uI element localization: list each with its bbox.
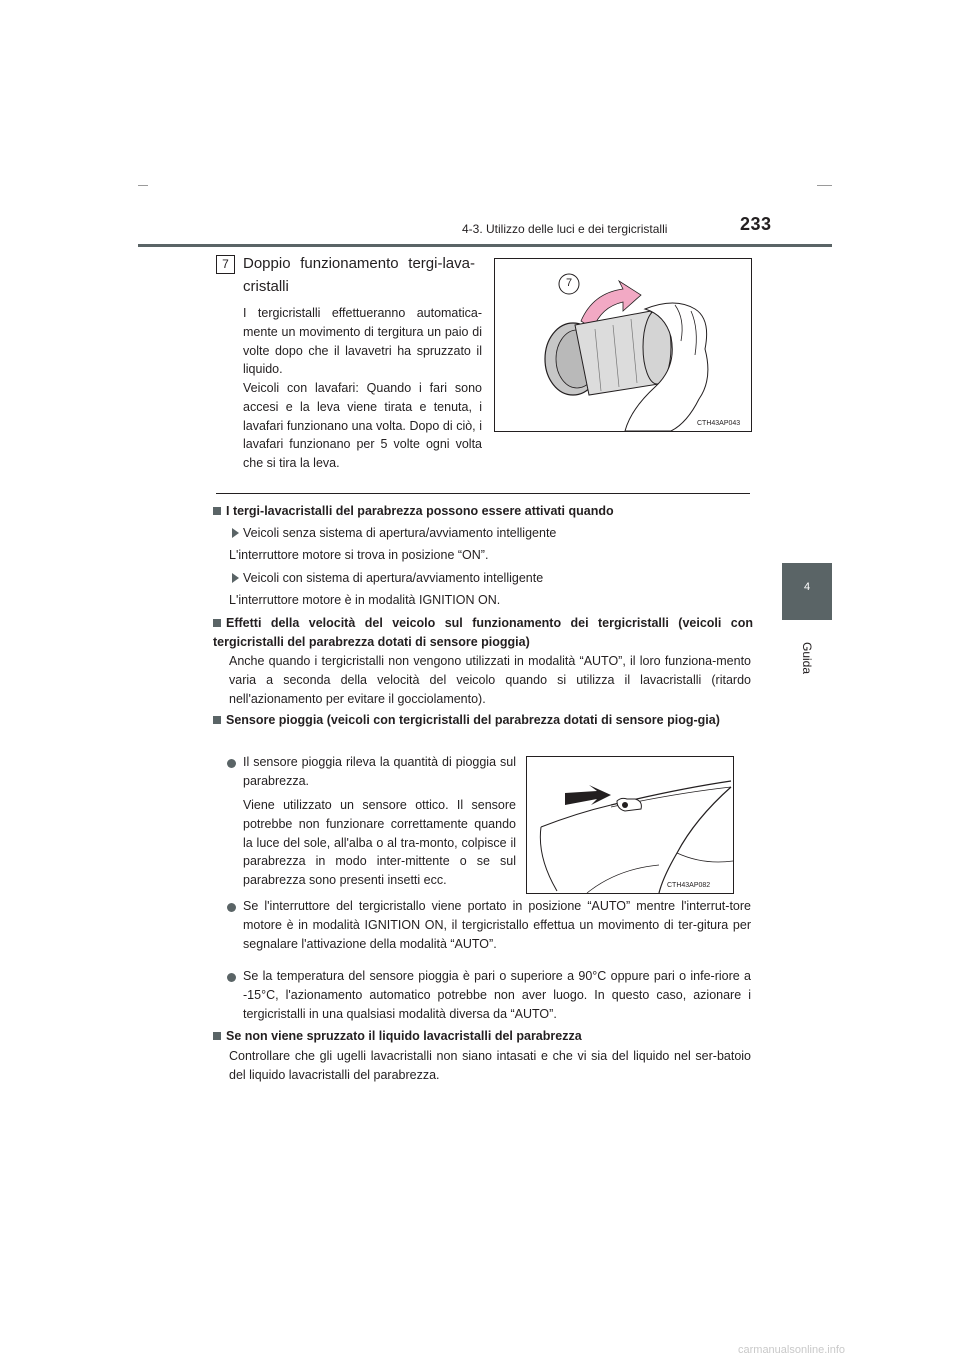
circle-bullet-icon — [227, 759, 236, 768]
figure-step-badge: 7 — [565, 277, 573, 289]
square-bullet-icon — [213, 716, 221, 724]
triangle-bullet-icon — [229, 527, 241, 539]
rain-sensor-bullet-3: Se la temperatura del sensore pioggia è pari o superiore a 90°C oppure pari o infe-riore a -15°C, l'azionamento automatico potrebbe non aver luogo. In questo caso, azionare i tergicristalli in una qualsiasi modalità diversa da “AUTO”. — [243, 969, 751, 1021]
page-number: 233 — [740, 214, 772, 234]
speed-text: Anche quando i tergicristalli non vengono utilizzati in modalità “AUTO”, il loro funziona-mento varia a seconda della velocità del veicolo quando si utilizza il lavacristalli (ritardo nell'azionamento per evitare il gocciolamento). — [229, 654, 751, 706]
rain-sensor-figure — [526, 756, 734, 894]
wiper-lever-figure — [494, 258, 752, 432]
step-paragraph-1: I tergicristalli effettueranno automatica-mente un movimento di tergitura un paio di volte dopo che il lavavetri ha spruzzato il liquido. — [243, 306, 482, 377]
square-bullet-icon — [213, 507, 221, 515]
section-heading-speed: Effetti della velocità del veicolo sul funzionamento dei tergicristalli (veicoli con tergicristalli del parabrezza dotati di sensore pioggia) — [213, 616, 753, 649]
circle-bullet-icon — [227, 973, 236, 982]
chapter-tab[interactable] — [782, 563, 832, 620]
chapter-tab-number: 4 — [803, 581, 811, 593]
wiper-lever-illustration-icon — [495, 259, 751, 431]
windshield-sensor-illustration-icon — [527, 757, 733, 893]
condition-smart-key: Veicoli con sistema di apertura/avviamento intelligente — [243, 571, 544, 585]
figure-code: CTH43AP082 — [667, 882, 711, 889]
rain-sensor-bullet-1: Il sensore pioggia rileva la quantità di pioggia sul parabrezza. — [243, 755, 516, 788]
rain-sensor-bullet-1-continued: Viene utilizzato un sensore ottico. Il sensore potrebbe non funzionare correttamente quando la luce del sole, all'alba o al tra-monto, colpisce il parabrezza in modo inter-mittente o se sul parabrezza sono presenti insetti ecc. — [243, 798, 516, 888]
circle-bullet-icon — [227, 903, 236, 912]
step-title: Doppio funzionamento tergi-lava-cristalli — [243, 255, 475, 295]
chapter-tab-label: Guida — [800, 642, 814, 675]
section-separator — [216, 493, 750, 494]
header-section-title: 4-3. Utilizzo delle luci e dei tergicristalli — [462, 222, 668, 236]
activation-text-2: L'interruttore motore è in modalità IGNITION ON. — [229, 593, 501, 607]
no-fluid-text: Controllare che gli ugelli lavacristalli non siano intasati e che vi sia del liquido nel ser-batoio del liquido lavacristalli del parabrezza. — [229, 1049, 751, 1082]
crop-mark-left — [138, 185, 148, 186]
header-rule — [138, 244, 832, 247]
square-bullet-icon — [213, 619, 221, 627]
activation-text-1: L'interruttore motore si trova in posizione “ON”. — [229, 548, 489, 562]
section-heading-no-fluid: Se non viene spruzzato il liquido lavacristalli del parabrezza — [213, 1027, 753, 1046]
rain-sensor-bullet-2: Se l'interruttore del tergicristallo viene portato in posizione “AUTO” mentre l'interrut-tore motore è in modalità IGNITION ON, il tergicristallo effettua un movimento di ter-gitura per segnalare l'attivazione della modalità “AUTO”. — [243, 899, 751, 951]
crop-mark-right — [817, 185, 832, 186]
step-badge: 7 — [216, 255, 235, 274]
watermark: carmanualsonline.info — [738, 1344, 846, 1356]
triangle-bullet-icon — [229, 572, 241, 584]
square-bullet-icon — [213, 1032, 221, 1040]
figure-code: CTH43AP043 — [697, 420, 741, 427]
step-paragraph-2: Veicoli con lavafari: Quando i fari sono accesi e la leva viene tirata e tenuta, i lavafari funzionano una volta. Dopo di ciò, i lavafari funzionano per 5 volte ogni volta che si tira la leva. — [243, 381, 482, 471]
condition-no-smart-key: Veicoli senza sistema di apertura/avviamento intelligente — [243, 526, 557, 540]
section-heading-rain-sensor: Sensore pioggia (veicoli con tergicristalli del parabrezza dotati di sensore piog-gia) — [213, 711, 753, 730]
section-heading-activation: I tergi-lavacristalli del parabrezza possono essere attivati quando — [213, 502, 753, 521]
